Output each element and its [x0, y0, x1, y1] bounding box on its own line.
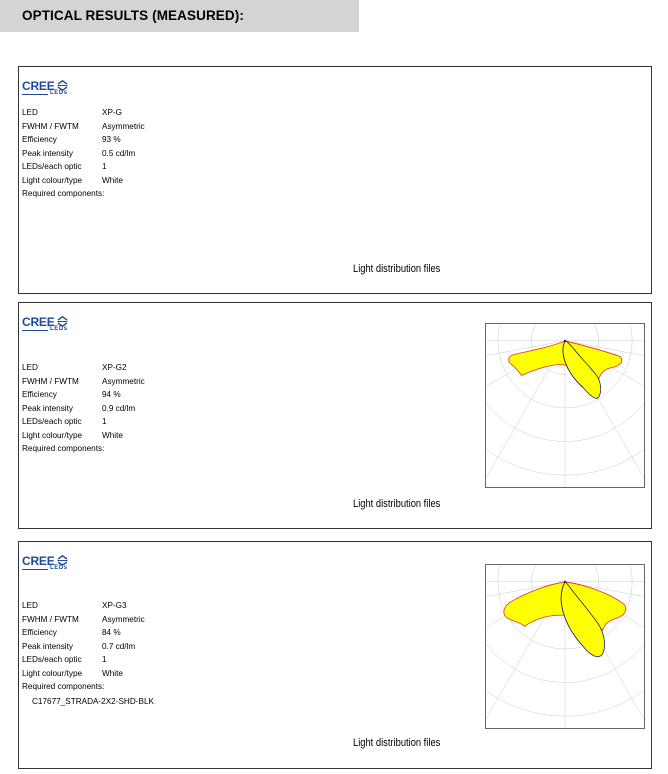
label-required: Required components: — [22, 444, 105, 453]
value-led: XP-G2 — [102, 363, 127, 372]
brand-name: CREE — [22, 554, 55, 568]
label-led: LED — [22, 108, 38, 117]
value-fwhm: Asymmetric — [102, 121, 145, 131]
light-distribution-files-label: Light distribution files — [353, 498, 441, 510]
spec-table — [22, 599, 154, 708]
value-peak: 0.7 cd/lm — [102, 641, 136, 651]
light-distribution-files-label: Light distribution files — [353, 263, 441, 275]
label-leds-per-optic: LEDs/each optic — [22, 417, 82, 426]
brand-name: CREE — [22, 315, 55, 329]
label-leds-per-optic: LEDs/each optic — [22, 162, 82, 171]
label-required: Required components: — [22, 189, 105, 198]
value-peak: 0.5 cd/lm — [102, 148, 136, 158]
cree-logo — [22, 315, 72, 337]
label-colour: Light colour/type — [22, 175, 83, 185]
value-leds-per-optic: 1 — [102, 417, 107, 426]
brand-sub: LEDs — [50, 565, 68, 571]
brand-name: CREE — [22, 79, 55, 93]
label-led: LED — [22, 363, 38, 372]
label-efficiency: Efficiency — [22, 628, 57, 637]
value-colour: White — [102, 430, 123, 440]
value-efficiency: 94 % — [102, 390, 121, 399]
light-distribution-files-label: Light distribution files — [353, 737, 441, 749]
light-distribution-polar-diagram — [485, 564, 645, 729]
value-peak: 0.9 cd/lm — [102, 403, 136, 413]
value-led: XP-G3 — [102, 601, 127, 610]
label-fwhm: FWHM / FWTM — [22, 121, 79, 131]
light-distribution-polar-diagram — [485, 323, 645, 488]
label-leds-per-optic: LEDs/each optic — [22, 655, 82, 664]
label-peak: Peak intensity — [22, 641, 73, 651]
label-peak: Peak intensity — [22, 403, 73, 413]
value-fwhm: Asymmetric — [102, 614, 145, 624]
value-efficiency: 93 % — [102, 135, 121, 144]
spec-table — [22, 106, 145, 201]
value-leds-per-optic: 1 — [102, 162, 107, 171]
required-component: C17677_STRADA-2X2-SHD-BLK — [32, 696, 154, 706]
label-efficiency: Efficiency — [22, 390, 57, 399]
section-title: OPTICAL RESULTS (MEASURED): — [22, 8, 244, 23]
label-led: LED — [22, 601, 38, 610]
optic-result-card — [18, 66, 652, 294]
cree-logo — [22, 554, 72, 576]
optic-result-card — [18, 302, 652, 529]
value-led: XP-G — [102, 108, 123, 117]
polar-diagram-svg — [486, 565, 644, 728]
label-fwhm: FWHM / FWTM — [22, 614, 79, 624]
spec-table — [22, 361, 145, 456]
polar-diagram-svg — [486, 324, 644, 487]
section-header — [0, 0, 359, 32]
value-colour: White — [102, 175, 123, 185]
label-required: Required components: — [22, 682, 105, 691]
brand-sub: LEDs — [50, 326, 68, 332]
optic-result-card — [18, 541, 652, 769]
logo-rule — [22, 330, 48, 331]
label-peak: Peak intensity — [22, 148, 73, 158]
label-colour: Light colour/type — [22, 430, 83, 440]
polar-origin — [564, 581, 566, 583]
polar-origin — [564, 340, 566, 342]
value-efficiency: 84 % — [102, 628, 121, 637]
value-fwhm: Asymmetric — [102, 376, 145, 386]
brand-sub: LEDs — [50, 90, 68, 96]
logo-rule — [22, 569, 48, 570]
value-colour: White — [102, 668, 123, 678]
label-fwhm: FWHM / FWTM — [22, 376, 79, 386]
value-leds-per-optic: 1 — [102, 655, 107, 664]
cree-logo — [22, 79, 72, 101]
logo-rule — [22, 94, 48, 95]
label-colour: Light colour/type — [22, 668, 83, 678]
label-efficiency: Efficiency — [22, 135, 57, 144]
